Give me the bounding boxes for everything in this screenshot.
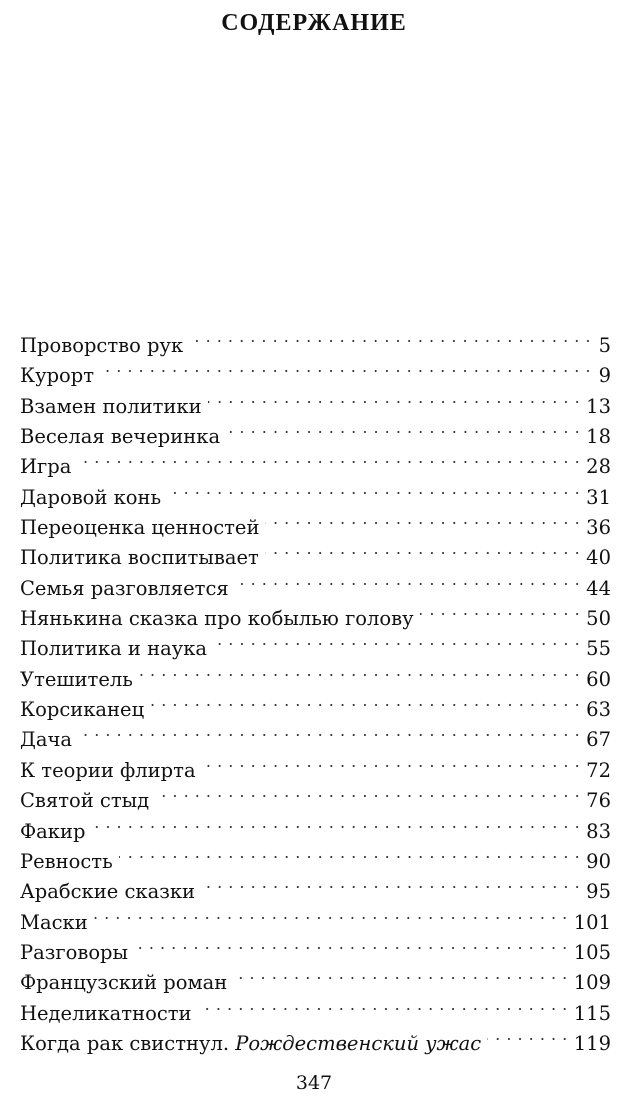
dot-leader xyxy=(167,474,580,504)
toc-entry-title-text: Политика и наука xyxy=(20,637,208,661)
toc-entry-title-text: Дача xyxy=(20,728,72,752)
table-of-contents xyxy=(20,322,611,1055)
dot-leader xyxy=(78,716,580,746)
toc-entry-title-text: Маски xyxy=(20,910,88,934)
dot-leader xyxy=(139,656,580,686)
toc-entry xyxy=(20,838,611,873)
toc-entry-title xyxy=(20,361,100,391)
toc-entry-title xyxy=(20,847,119,877)
dot-leader xyxy=(420,595,581,625)
toc-entry-title-text: Веселая вечеринка xyxy=(20,425,221,449)
toc-entry-title-text: Ревность xyxy=(20,849,113,873)
toc-entry-title xyxy=(20,392,208,422)
dot-leader xyxy=(119,838,580,868)
toc-entry-page: 95 xyxy=(586,880,611,904)
toc-entry-title xyxy=(20,908,94,938)
toc-entry xyxy=(20,322,611,357)
toc-entry-page: 5 xyxy=(598,334,611,357)
toc-entry xyxy=(20,929,611,964)
toc-entry-title-text: Политика воспитывает xyxy=(20,546,259,570)
toc-entry-page: 63 xyxy=(586,698,611,722)
dot-leader xyxy=(265,504,580,534)
toc-entry-page: 9 xyxy=(598,364,611,388)
dot-leader xyxy=(134,929,568,959)
toc-entry xyxy=(20,383,611,418)
toc-entry-page: 31 xyxy=(586,485,611,509)
toc-entry-page: 72 xyxy=(586,758,611,782)
toc-entry-title-text: Когда рак свистнул. xyxy=(20,1031,230,1055)
toc-entry-title xyxy=(20,483,167,513)
toc-entry-page: 28 xyxy=(586,455,611,479)
toc-entry-title xyxy=(20,1029,487,1059)
toc-entry-page: 44 xyxy=(586,576,611,600)
toc-entry-page: 18 xyxy=(586,425,611,449)
toc-entry-title xyxy=(20,999,198,1029)
toc-entry xyxy=(20,443,611,479)
dot-leader xyxy=(487,1020,568,1050)
dot-leader xyxy=(226,413,580,443)
toc-entry-title-text: Корсиканец xyxy=(20,698,145,722)
toc-entry-page: 119 xyxy=(573,1031,611,1055)
toc-entry-title-text: Проворство рук xyxy=(20,334,184,357)
toc-entry-title xyxy=(20,938,134,968)
toc-entry-page: 40 xyxy=(586,546,611,570)
toc-entry xyxy=(20,747,611,782)
dot-leader xyxy=(198,990,568,1020)
toc-entry-title-text: Даровой конь xyxy=(20,485,162,509)
toc-entry-title-text: Арабские сказки xyxy=(20,880,196,904)
toc-entry xyxy=(20,899,611,934)
toc-entry xyxy=(20,716,611,752)
toc-entry-title-text: Святой стыд xyxy=(20,789,150,813)
toc-entry-page: 36 xyxy=(586,516,611,540)
dot-leader xyxy=(91,808,580,838)
toc-entry-page: 76 xyxy=(586,789,611,813)
dot-leader xyxy=(208,383,581,413)
toc-entry-title-text: Нянькина сказка про кобылью голову xyxy=(20,607,414,631)
toc-entry xyxy=(20,474,611,509)
toc-entry-title xyxy=(20,817,91,847)
toc-entry-page: 90 xyxy=(586,849,611,873)
toc-entry-page: 105 xyxy=(573,940,611,964)
toc-entry-title-text: Неделикатности xyxy=(20,1001,192,1025)
dot-leader xyxy=(213,625,580,655)
dot-leader xyxy=(189,322,591,352)
toc-entry-page: 83 xyxy=(586,819,611,843)
dot-leader xyxy=(150,686,580,716)
toc-entry-title xyxy=(20,452,77,482)
toc-entry-page: 13 xyxy=(586,394,611,418)
dot-leader xyxy=(202,747,581,777)
toc-entry-page: 50 xyxy=(586,607,611,631)
toc-entry-title-text: Игра xyxy=(20,455,72,479)
dot-leader xyxy=(235,565,581,595)
dot-leader xyxy=(100,352,591,382)
toc-entry-title-text: Факир xyxy=(20,819,86,843)
toc-entry-title xyxy=(20,574,235,604)
toc-entry-page: 55 xyxy=(586,637,611,661)
toc-entry-title-text: Переоценка ценностей xyxy=(20,516,260,540)
page-title: СОДЕРЖАНИЕ xyxy=(221,10,407,36)
toc-entry-title-text: К теории флирта xyxy=(20,758,196,782)
toc-entry-title-text: Разговоры xyxy=(20,940,129,964)
dot-leader xyxy=(77,443,580,473)
toc-entry-title-text: Утешитель xyxy=(20,667,133,691)
toc-entry-title-text: Взамен политики xyxy=(20,394,202,418)
toc-entry-subtitle: Рождественский ужас xyxy=(235,1031,482,1055)
dot-leader xyxy=(94,899,568,929)
toc-entry-title xyxy=(20,665,139,695)
toc-entry-title-text: Курорт xyxy=(20,364,95,388)
dot-leader xyxy=(201,868,580,898)
toc-entry-title-text: Семья разговляется xyxy=(20,576,229,600)
toc-entry xyxy=(20,808,611,843)
toc-entry-page: 60 xyxy=(586,667,611,691)
toc-entry-title xyxy=(20,725,78,755)
toc-entry-page: 109 xyxy=(573,971,611,995)
toc-entry-title-text: Французский роман xyxy=(20,971,228,995)
toc-entry-page: 101 xyxy=(573,910,611,934)
toc-entry-title xyxy=(20,513,265,543)
page-number: 347 xyxy=(295,1072,333,1094)
toc-entry-title xyxy=(20,543,265,573)
dot-leader xyxy=(265,534,580,564)
dot-leader xyxy=(233,959,568,989)
dot-leader xyxy=(155,777,580,807)
toc-entry xyxy=(20,352,611,388)
toc-entry-page: 67 xyxy=(586,728,611,752)
toc-entry-page: 115 xyxy=(573,1001,611,1025)
